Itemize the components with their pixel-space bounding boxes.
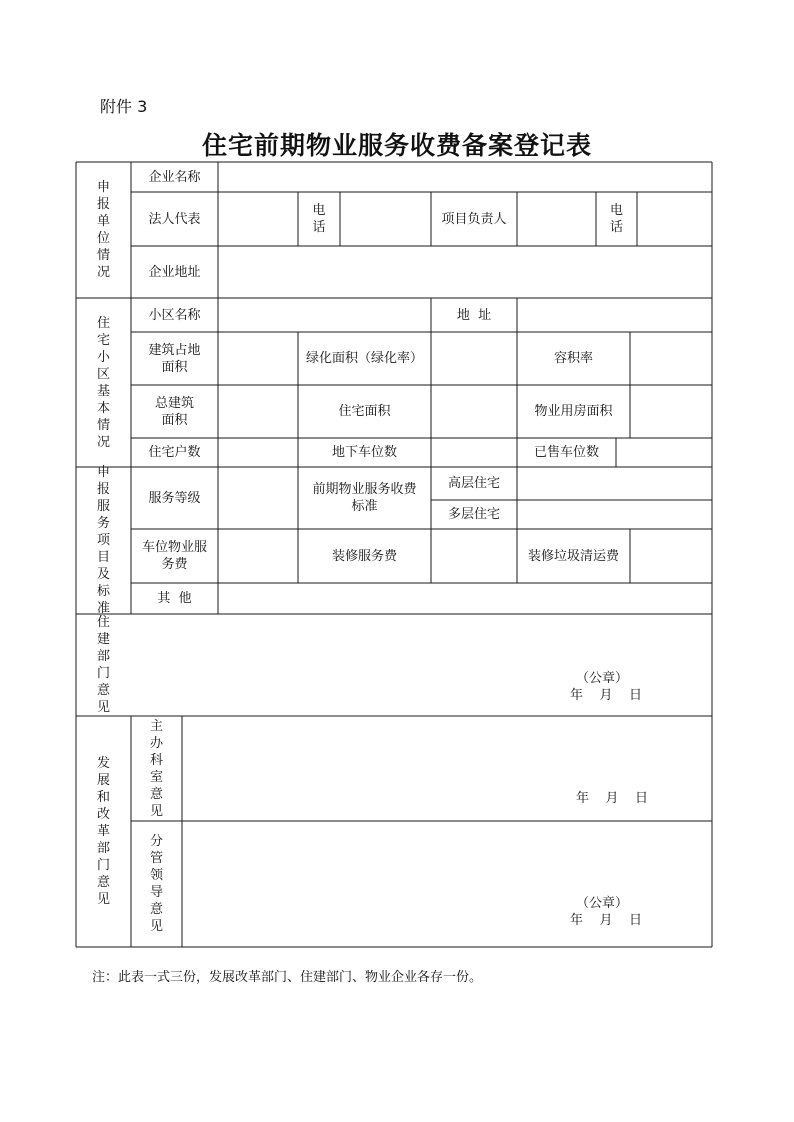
- label-community-name: 小区名称: [148, 307, 201, 323]
- section-service: 申 报 服 务 项 目 及 标 准: [96, 465, 110, 616]
- label-project-manager: 项目负责人: [441, 211, 507, 227]
- label-sold-parking: 已售车位数: [533, 445, 599, 460]
- label-renovation-fee: 装修服务费: [331, 548, 397, 564]
- label-legal-rep: 法人代表: [148, 211, 201, 227]
- label-underground-parking: 地下车位数: [331, 445, 397, 460]
- form-title: 住宅前期物业服务收费备案登记表: [201, 131, 592, 160]
- footnote: 注：此表一式三份，发展改革部门、住建部门、物业企业各存一份。: [92, 970, 483, 985]
- label-high-rise: 高层住宅: [447, 476, 500, 491]
- label-fee-standard: 前期物业服务收费 标准: [312, 482, 417, 514]
- field-leader-opinion[interactable]: [182, 821, 712, 947]
- section-ndrc: 发 展 和 改 革 部 门 意 见: [96, 756, 110, 907]
- section-residential: 住 宅 小 区 基 本 情 况: [96, 315, 110, 450]
- label-host-office: 主 办 科 室 意 见: [149, 718, 163, 819]
- label-property-room-area: 物业用房面积: [534, 404, 613, 419]
- label-phone-2: 电 话: [609, 203, 623, 235]
- field-legal-rep[interactable]: [218, 192, 298, 246]
- field-community-name[interactable]: [218, 298, 431, 332]
- label-parking-fee: 车位物业服 务费: [141, 540, 207, 572]
- field-underground-parking[interactable]: [431, 438, 517, 467]
- field-green-area[interactable]: [431, 332, 517, 385]
- field-renovation-fee[interactable]: [431, 529, 517, 583]
- field-other[interactable]: [218, 583, 712, 614]
- field-waste-fee[interactable]: [630, 529, 712, 583]
- field-legal-rep-phone[interactable]: [340, 192, 431, 246]
- field-sold-parking[interactable]: [616, 438, 712, 467]
- attachment-label: 附件 3: [100, 97, 148, 116]
- field-company-address[interactable]: [218, 246, 712, 298]
- label-phone: 电 话: [312, 203, 326, 235]
- section-housing-dept: 住 建 部 门 意 见: [96, 615, 110, 715]
- field-company-name[interactable]: [218, 162, 712, 192]
- seal-ndrc: （公章）: [576, 896, 629, 911]
- label-other: 其 他: [157, 591, 192, 606]
- label-address: 地 址: [456, 307, 492, 323]
- field-plot-ratio[interactable]: [630, 332, 712, 385]
- field-project-manager[interactable]: [517, 192, 596, 246]
- label-building-footprint: 建筑占地 面积: [148, 342, 201, 375]
- label-residential-area: 住宅面积: [338, 404, 391, 419]
- field-service-level[interactable]: [218, 467, 298, 529]
- field-residential-area[interactable]: [431, 385, 517, 438]
- field-manager-phone[interactable]: [637, 192, 712, 246]
- field-households[interactable]: [218, 438, 298, 467]
- field-property-room-area[interactable]: [630, 385, 712, 438]
- label-company-address: 企业地址: [148, 264, 201, 280]
- field-high-rise-fee[interactable]: [517, 467, 712, 500]
- date-ndrc: 年 月 日: [570, 913, 643, 928]
- date-housing-dept: 年 月 日: [570, 688, 643, 703]
- field-total-floor-area[interactable]: [218, 385, 298, 438]
- label-company-name: 企业名称: [148, 169, 201, 185]
- label-service-level: 服务等级: [148, 490, 201, 506]
- seal-housing-dept: （公章）: [576, 671, 629, 686]
- label-multi-storey: 多层住宅: [447, 507, 500, 522]
- field-multi-storey-fee[interactable]: [517, 500, 712, 529]
- label-households: 住宅户数: [148, 445, 201, 460]
- field-community-address[interactable]: [517, 298, 712, 332]
- field-parking-fee[interactable]: [218, 529, 298, 583]
- field-building-footprint[interactable]: [218, 332, 298, 385]
- label-total-floor-area: 总建筑 面积: [154, 395, 194, 428]
- label-green-area: 绿化面积（绿化率）: [305, 351, 423, 366]
- date-host-office: 年 月 日: [576, 791, 649, 806]
- label-plot-ratio: 容积率: [553, 351, 593, 366]
- label-leader: 分 管 领 导 意 见: [149, 834, 163, 934]
- label-waste-fee: 装修垃圾清运费: [527, 548, 619, 564]
- section-applicant: 申 报 单 位 情 况: [96, 180, 110, 280]
